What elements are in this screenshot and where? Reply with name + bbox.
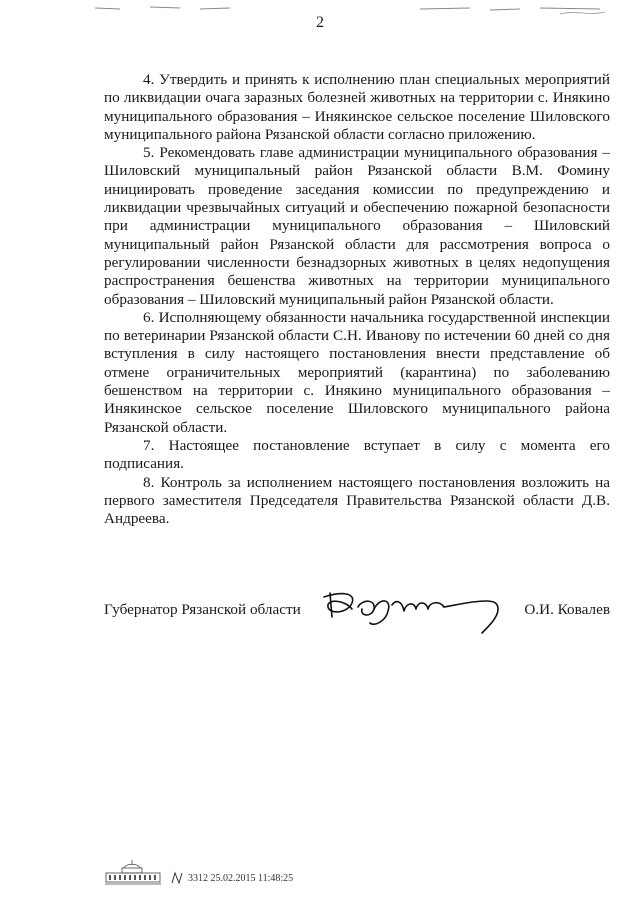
paragraph-item-6: 6. Исполняющему обязанности начальника государственной инспекции по ветеринарии Рязанской области С.Н. Иванову по истечении 60 дней со дня вступления в силу настоящего постановления внести представление об отмене ограничительных мероприятий (карантина) по заболеванию бешенством на территории с. Инякино муниципального образования – Инякинское сельское поселение Шиловского муниципального района Рязанской области. bbox=[104, 308, 610, 436]
building-logo-icon bbox=[104, 858, 164, 888]
paragraph-item-7: 7. Настоящее постановление вступает в силу с момента его подписания. bbox=[104, 436, 610, 473]
signer-title: Губернатор Рязанской области bbox=[104, 601, 301, 618]
page-number: 2 bbox=[316, 14, 324, 31]
registration-number: 3312 bbox=[188, 873, 208, 884]
registration-datetime: 25.02.2015 11:48:25 bbox=[210, 873, 294, 884]
footer-registration bbox=[188, 873, 293, 884]
handwritten-signature bbox=[322, 587, 507, 637]
paragraph-item-4: 4. Утвердить и принять к исполнению план специальных мероприятий по ликвидации очага заразных болезней животных на территории с. Инякино муниципального образования – Инякинское сельское поселение Шиловского муниципального района Рязанской области согласно приложению. bbox=[104, 71, 610, 143]
document-body bbox=[104, 71, 610, 528]
signature-block bbox=[104, 595, 610, 635]
paragraph-item-5: 5. Рекомендовать главе администрации муниципального образования – Шиловский муниципальный район Рязанской области В.М. Фомину инициировать проведение заседания комиссии по предупреждению и ликвидации чрезвычайных ситуаций и обеспечению пожарной безопасности при администрации муниципального образования – Шиловский муниципальный район Рязанской области для рассмотрения вопроса о регулировании численности безнадзорных животных в целях недопущения распространения бешенства животных на территории муниципального образования – Шиловский муниципальный район Рязанской области. bbox=[104, 144, 610, 308]
signer-name: О.И. Ковалев bbox=[524, 601, 610, 618]
paragraph-item-8: 8. Контроль за исполнением настоящего постановления возложить на первого заместителя Председателя Правительства Рязанской области Д.В. Андреева. bbox=[104, 473, 610, 528]
registration-number-icon bbox=[170, 871, 184, 885]
